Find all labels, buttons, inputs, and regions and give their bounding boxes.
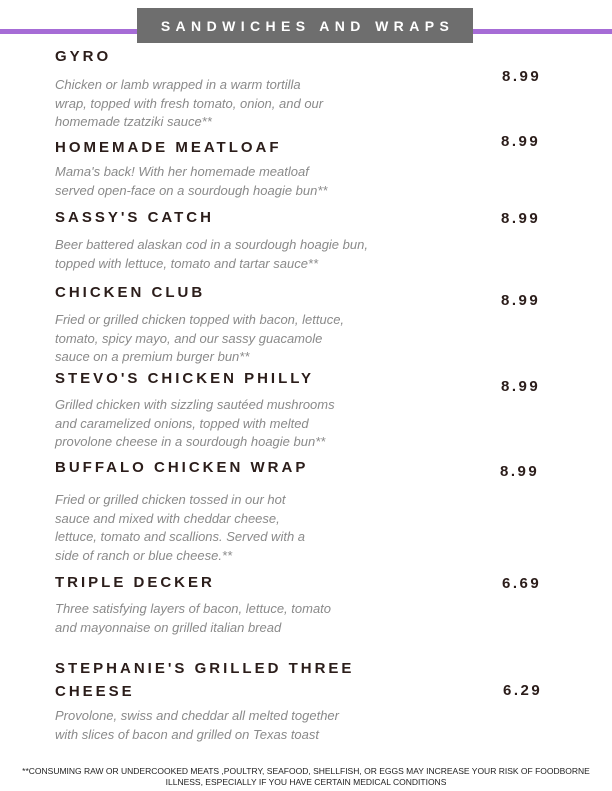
menu-item-description-sassys-catch: Beer battered alaskan cod in a sourdough hoagie bun, topped with lettuce, tomato and tartar sauce** xyxy=(55,237,368,271)
menu-item-description-chicken-philly: Grilled chicken with sizzling sautéed mushrooms and caramelized onions, topped with melted provolone cheese in a sourdough hoagie bun** xyxy=(55,397,335,449)
menu-item-price-chicken-philly: 8.99 xyxy=(501,378,541,395)
menu-item-name-triple-decker: TRIPLE DECKER xyxy=(55,574,215,591)
menu-item-description-gyro: Chicken or lamb wrapped in a warm tortilla wrap, topped with fresh tomato, onion, and our homemade tzatziki sauce** xyxy=(55,77,324,129)
menu-item-name-sassys-catch: SASSY'S CATCH xyxy=(55,209,214,226)
menu-item-description-grilled-three-cheese: Provolone, swiss and cheddar all melted together with slices of bacon and grilled on Texas toast xyxy=(55,708,339,742)
menu-item-name-grilled-three-cheese: STEPHANIE'S GRILLED THREE CHEESE xyxy=(55,660,355,700)
menu-item-name-chicken-club: CHICKEN CLUB xyxy=(55,284,206,301)
section-header xyxy=(137,8,473,43)
menu-item-description-buffalo-wrap: Fried or grilled chicken tossed in our hot sauce and mixed with cheddar cheese, lettuce, tomato and scallions. Served with a side of ranch or blue cheese.** xyxy=(55,492,306,563)
food-safety-disclaimer: **CONSUMING RAW OR UNDERCOOKED MEATS ,POULTRY, SEAFOOD, SHELLFISH, OR EGGS MAY INCREASE YOUR RISK OF FOODBORNE ILLNESS, ESPECIALLY IF YOU HAVE CERTAIN MEDICAL CONDITIONS xyxy=(22,766,590,787)
menu-item-description-triple-decker: Three satisfying layers of bacon, lettuce, tomato and mayonnaise on grilled italian bread xyxy=(55,601,332,635)
menu-item-price-buffalo-wrap: 8.99 xyxy=(500,463,540,480)
menu-item-name-chicken-philly: STEVO'S CHICKEN PHILLY xyxy=(55,370,315,387)
menu-item-price-meatloaf: 8.99 xyxy=(501,133,541,150)
menu-item-price-triple-decker: 6.69 xyxy=(502,575,542,592)
menu-item-name-gyro: GYRO xyxy=(55,48,112,65)
menu-item-price-grilled-three-cheese: 6.29 xyxy=(503,682,543,699)
menu-item-price-gyro: 8.99 xyxy=(502,68,542,85)
menu-item-description-meatloaf: Mama's back! With her homemade meatloaf served open-face on a sourdough hoagie bun** xyxy=(55,164,328,198)
menu-item-price-chicken-club: 8.99 xyxy=(501,292,541,309)
menu-item-price-sassys-catch: 8.99 xyxy=(501,210,541,227)
menu-item-description-chicken-club: Fried or grilled chicken topped with bacon, lettuce, tomato, spicy mayo, and our sassy guacamole sauce on a premium burger bun** xyxy=(55,312,345,364)
menu-item-name-meatloaf: HOMEMADE MEATLOAF xyxy=(55,139,282,156)
menu-item-name-buffalo-wrap: BUFFALO CHICKEN WRAP xyxy=(55,459,309,476)
section-title: SANDWICHES AND WRAPS xyxy=(160,17,455,34)
